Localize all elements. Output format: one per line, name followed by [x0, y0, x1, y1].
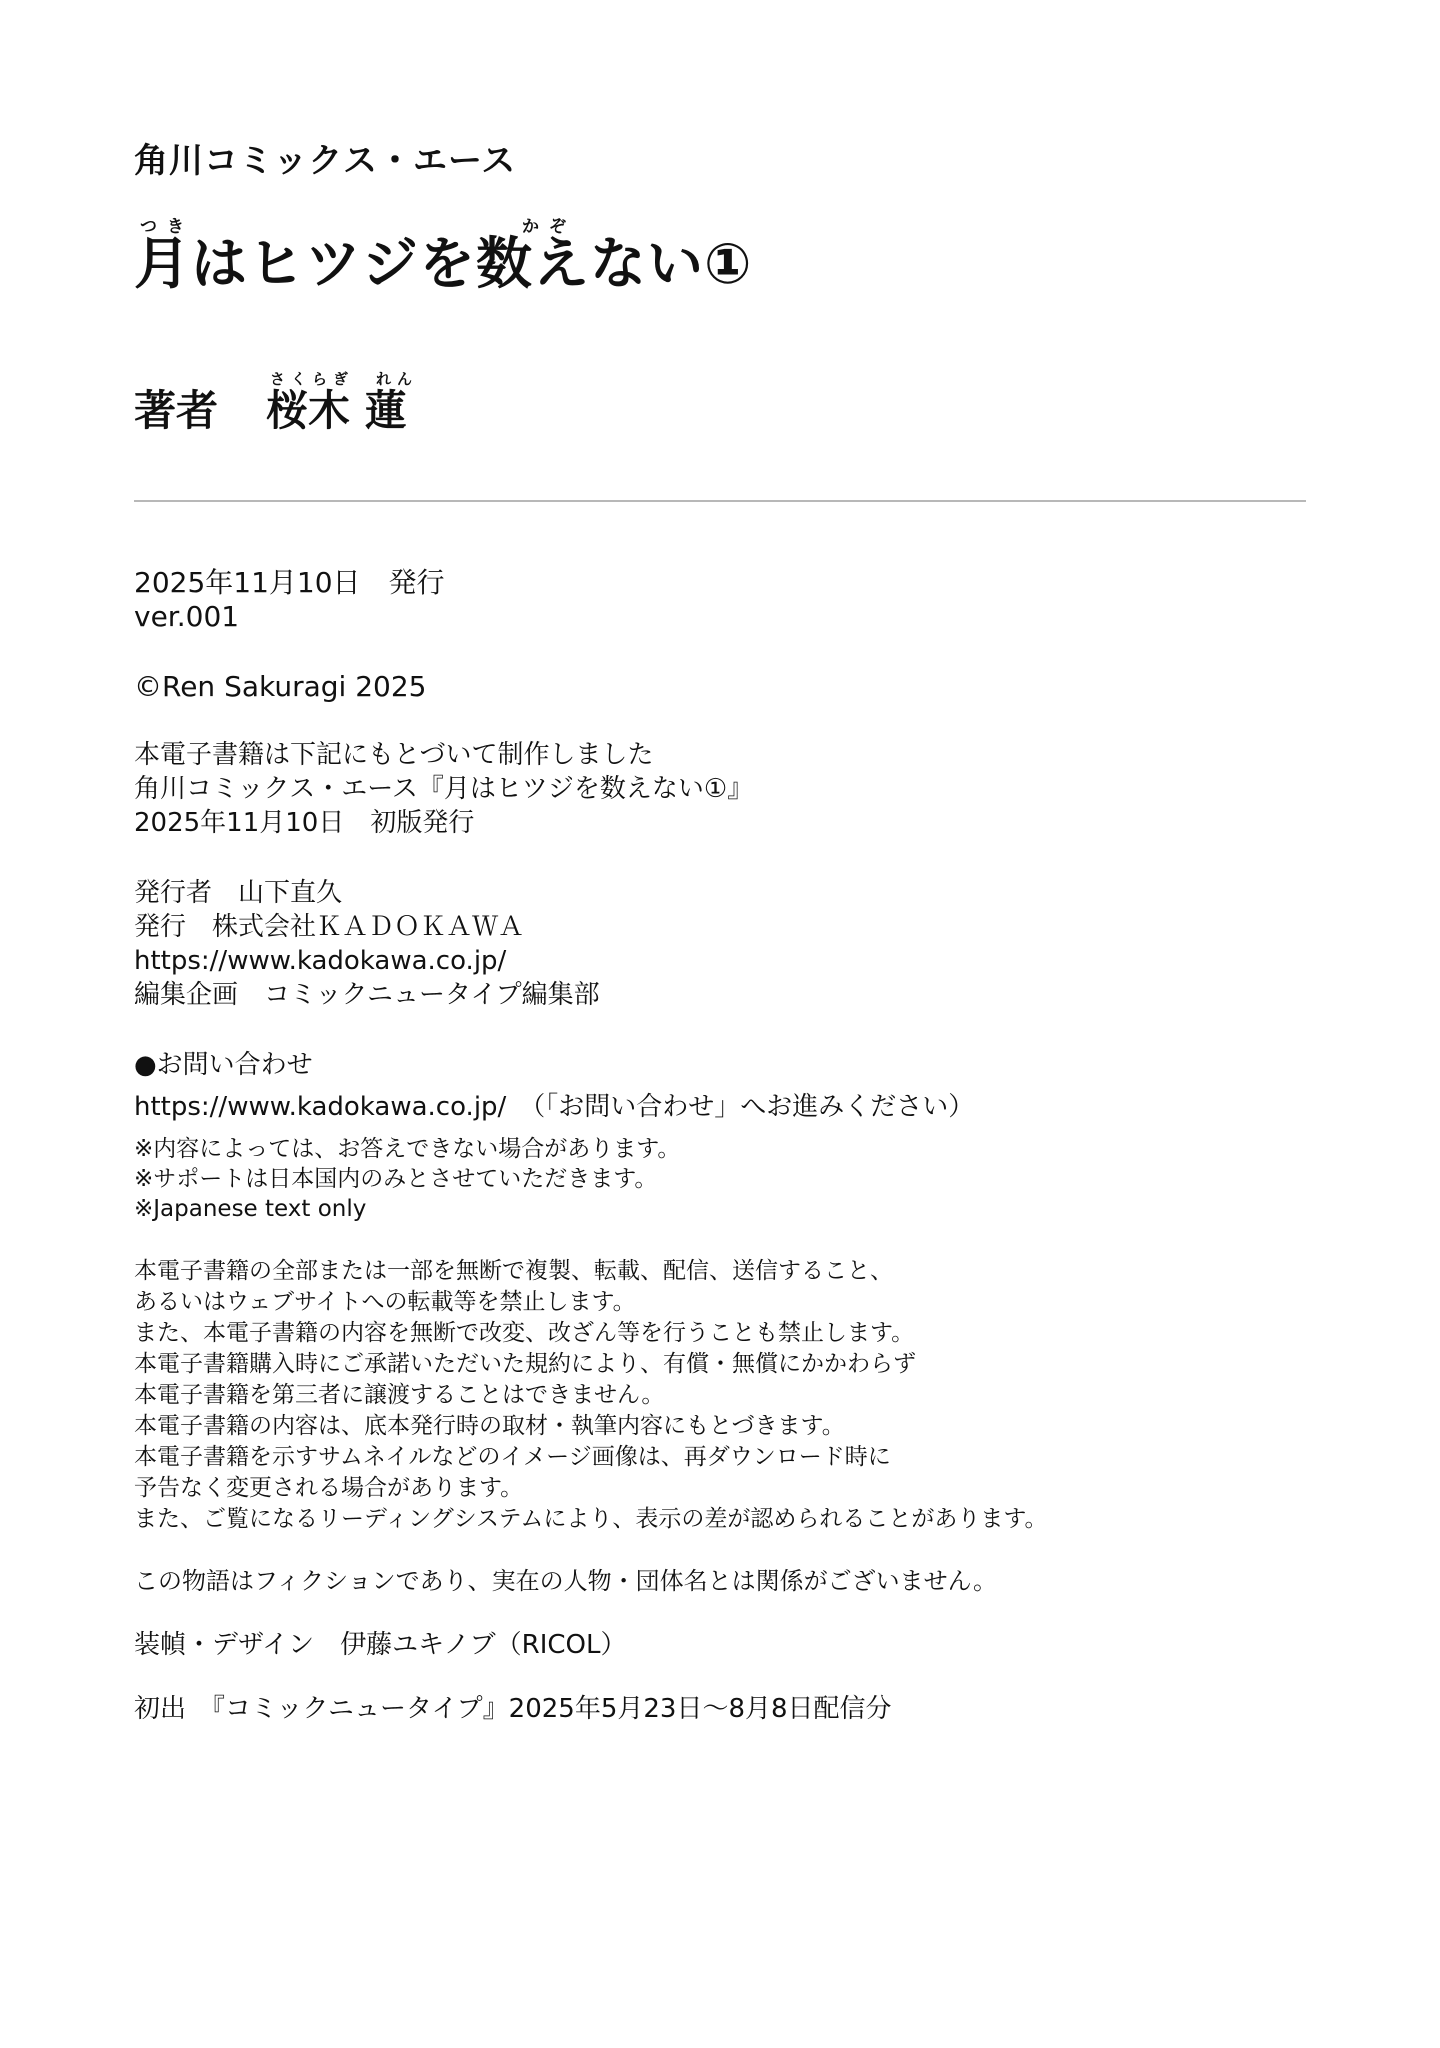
- design-credit: 装幀・デザイン 伊藤ユキノブ（RICOL）: [134, 1630, 627, 1660]
- first-appearance: 初出 『コミックニュータイプ』2025年5月23日～8月8日配信分: [134, 1694, 892, 1724]
- author-ruby-sakuragi: さくらぎ: [270, 370, 355, 388]
- legal-line: また、ご覧になるリーディングシステムにより、表示の差が認められることがあります。: [134, 1506, 1048, 1532]
- legal-line: あるいはウェブサイトへの転載等を禁止します。: [134, 1289, 636, 1315]
- author-name: 桜木 蓮: [266, 386, 407, 435]
- publisher-company: 発行 株式会社ＫＡＤＯＫＡＷＡ: [134, 912, 525, 942]
- source-line-3: 2025年11月10日 初版発行: [134, 808, 475, 838]
- legal-line: 本電子書籍を第三者に譲渡することはできません。: [134, 1382, 665, 1408]
- colophon-page: [134, 0, 1306, 2048]
- contact-url-line: https://www.kadokawa.co.jp/ （「お問い合わせ」へお進みください）: [134, 1092, 975, 1122]
- copyright: ©Ren Sakuragi 2025: [134, 670, 427, 703]
- source-line-2: 角川コミックス・エース『月はヒツジを数えない①』: [134, 774, 754, 804]
- author-line: [134, 388, 734, 434]
- contact-note-2: ※サポートは日本国内のみとさせていただきます。: [134, 1166, 658, 1192]
- legal-line: 予告なく変更される場合があります。: [134, 1475, 524, 1501]
- title-ruby-kazo: かぞ: [522, 217, 576, 237]
- source-line-1: 本電子書籍は下記にもとづいて制作しました: [134, 740, 654, 770]
- imprint-label: 角川コミックス・エース: [134, 141, 517, 181]
- contact-note-3: ※Japanese text only: [134, 1196, 367, 1222]
- legal-line: 本電子書籍の全部または一部を無断で複製、転載、配信、送信すること、: [134, 1258, 893, 1284]
- title-block: [134, 212, 752, 296]
- version: ver.001: [134, 600, 240, 633]
- fiction-notice: この物語はフィクションであり、実在の人物・団体名とは関係がございません。: [134, 1567, 998, 1595]
- book-title: 月はヒツジを数えない①: [134, 232, 753, 297]
- author-ruby: [134, 368, 734, 388]
- publisher-person: 発行者 山下直久: [134, 878, 343, 908]
- legal-line: また、本電子書籍の内容を無断で改変、改ざん等を行うことも禁止します。: [134, 1320, 915, 1346]
- title-ruby: [134, 212, 752, 237]
- legal-line: 本電子書籍の内容は、底本発行時の取材・執筆内容にもとづきます。: [134, 1413, 845, 1439]
- publication-date: 2025年11月10日 発行: [134, 566, 445, 599]
- author-role: 著者: [134, 386, 219, 435]
- contact-note-1: ※内容によっては、お答えできない場合があります。: [134, 1136, 681, 1162]
- divider: [134, 500, 1306, 502]
- author-block: [134, 368, 734, 434]
- editorial-credit: 編集企画 コミックニュータイプ編集部: [134, 980, 600, 1010]
- title-ruby-tsuki: つき: [140, 217, 194, 237]
- publisher-url: https://www.kadokawa.co.jp/: [134, 946, 507, 976]
- legal-line: 本電子書籍購入時にご承諾いただいた規約により、有償・無償にかかわらず: [134, 1351, 916, 1377]
- legal-line: 本電子書籍を示すサムネイルなどのイメージ画像は、再ダウンロード時に: [134, 1444, 891, 1470]
- author-ruby-ren: れん: [376, 370, 419, 388]
- contact-heading: ●お問い合わせ: [134, 1050, 313, 1080]
